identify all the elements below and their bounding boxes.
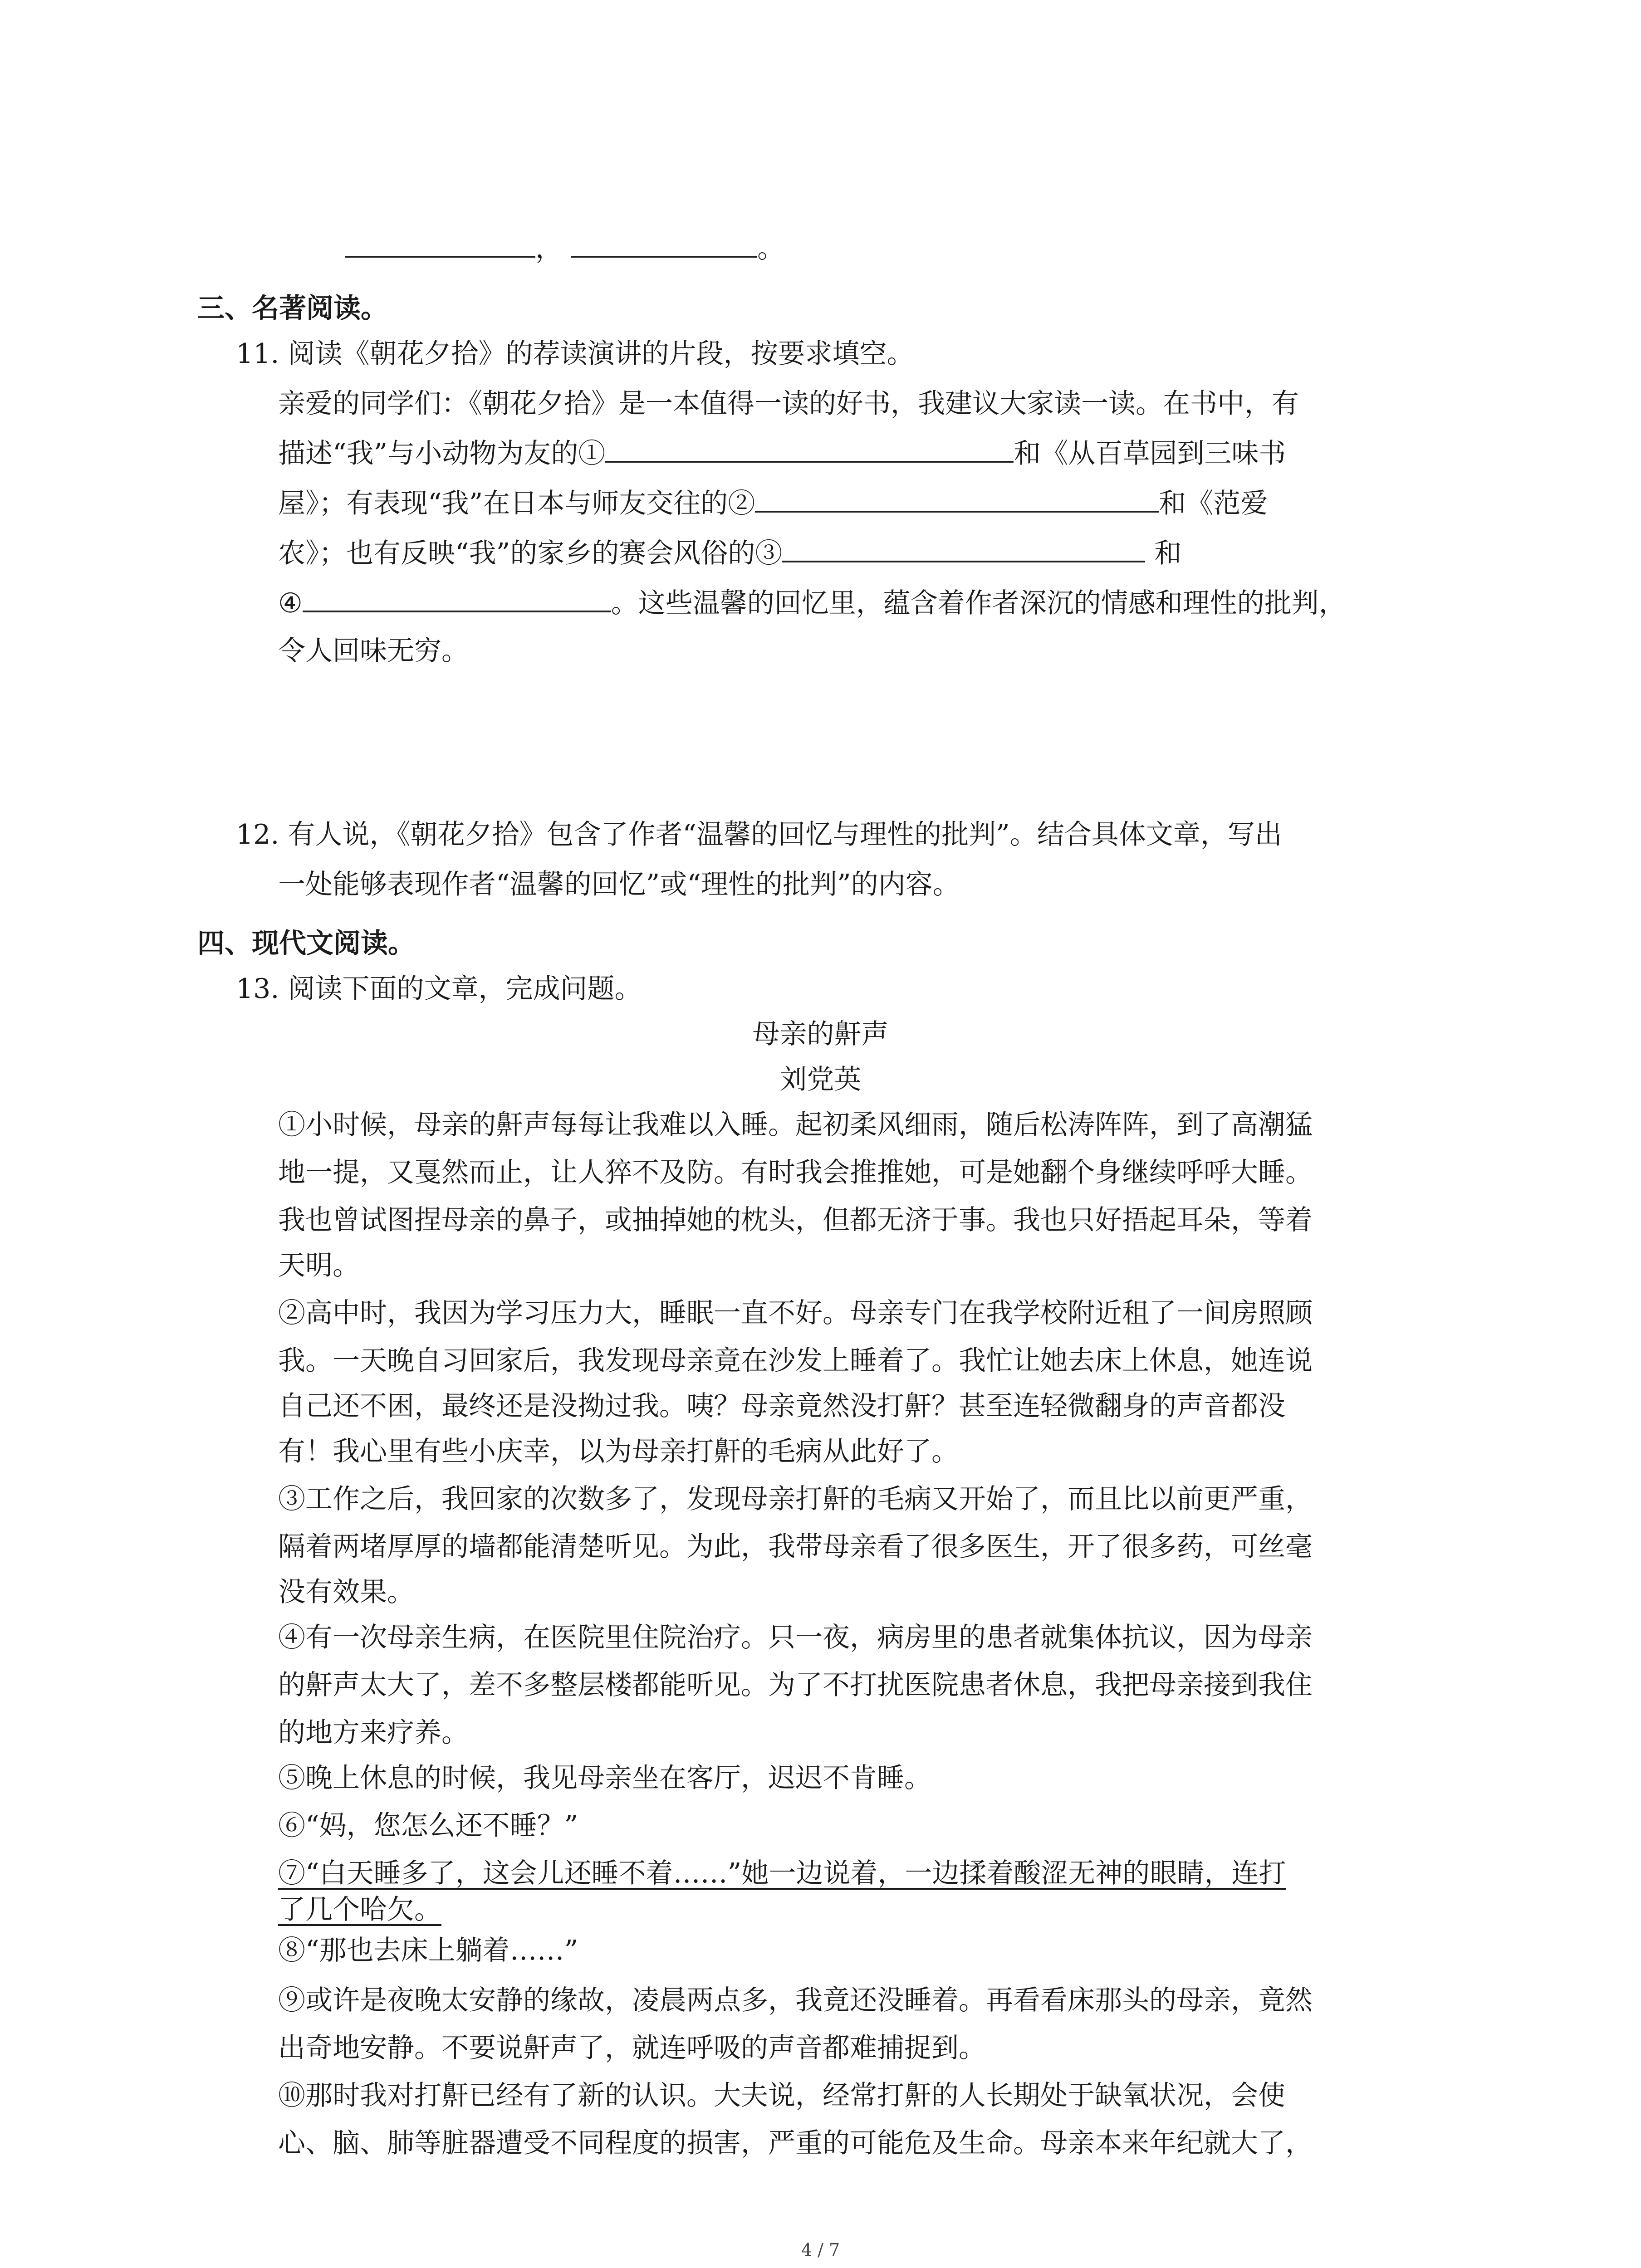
fill-line-prev: ， 。 — [345, 230, 784, 267]
article-title: 母亲的鼾声 — [752, 1018, 889, 1050]
article-line: 天明。 — [278, 1250, 360, 1281]
article-line: ⑨或许是夜晚太安静的缘故，凌晨两点多，我竟还没睡着。再看看床那头的母亲，竟然 — [278, 1984, 1313, 2016]
q11-text-line: 农》；也有反映“我”的家乡的赛会风俗的③ 和 — [278, 535, 1181, 572]
article-line: 心、脑、肺等脏器遭受不同程度的损害，严重的可能危及生命。母亲本来年纪就大了， — [278, 2127, 1313, 2159]
q11-text-line: ④ 。这些温馨的回忆里，蕴含着作者深沉的情感和理性的批判， — [278, 585, 1346, 621]
article-line: ⑥“妈，您怎么还不睡？” — [278, 1810, 578, 1842]
article-line: 出奇地安静。不要说鼾声了，就连呼吸的声音都难捕捉到。 — [278, 2032, 986, 2064]
q11-text-line: 屋》；有表现“我”在日本与师友交往的② 和《范爱 — [278, 485, 1268, 522]
q11-text-line: 令人回味无穷。 — [278, 635, 469, 667]
article-line: ④有一次母亲生病，在医院里住院治疗。只一夜，病房里的患者就集体抗议，因为母亲 — [278, 1622, 1313, 1653]
q11-text-line: 描述“我”与小动物为友的① 和《从百草园到三味书 — [278, 435, 1286, 472]
article-line: 的鼾声太大了，差不多整层楼都能听见。为了不打扰医院患者休息，我把母亲接到我住 — [278, 1669, 1313, 1701]
question-12-prompt-cont: 一处能够表现作者“温馨的回忆”或“理性的批判”的内容。 — [278, 869, 960, 900]
section-heading-4: 四、现代文阅读。 — [197, 928, 415, 959]
answer-blank-4[interactable] — [303, 585, 611, 612]
article-line: 隔着两堵厚厚的墙都能清楚听见。为此，我带母亲看了很多医生，开了很多药，可丝毫 — [278, 1531, 1313, 1563]
q11-text-line: 亲爱的同学们：《朝花夕拾》是一本值得一读的好书，我建议大家读一读。在书中，有 — [278, 388, 1299, 420]
article-line: ②高中时，我因为学习压力大，睡眠一直不好。母亲专门在我学校附近租了一间房照顾 — [278, 1297, 1313, 1329]
article-line: 自己还不困，最终还是没拗过我。咦？母亲竟然没打鼾？甚至连轻微翻身的声音都没 — [278, 1390, 1285, 1422]
question-12-prompt: 12. 有人说，《朝花夕拾》包含了作者“温馨的回忆与理性的批判”。结合具体文章，写出 — [236, 819, 1282, 850]
question-13-prompt: 13. 阅读下面的文章，完成问题。 — [236, 973, 642, 1005]
page-number: 4 / 7 — [801, 2240, 840, 2260]
underlined-sentence: ⑦“白天睡多了，这会儿还睡不着……”她一边说着，一边揉着酸涩无神的眼睛，连打 — [278, 1857, 1286, 1889]
answer-blank[interactable] — [345, 230, 535, 258]
article-line: ⑩那时我对打鼾已经有了新的认识。大夫说，经常打鼾的人长期处于缺氧状况，会使 — [278, 2080, 1285, 2112]
answer-blank-2[interactable] — [755, 485, 1159, 513]
article-line: ①小时候，母亲的鼾声每每让我难以入睡。起初柔风细雨，随后松涛阵阵，到了高潮猛 — [278, 1109, 1313, 1141]
underlined-sentence: 了几个哈欠。 — [278, 1894, 441, 1926]
answer-blank[interactable] — [571, 230, 757, 258]
article-line: 有！我心里有些小庆幸，以为母亲打鼾的毛病从此好了。 — [278, 1436, 959, 1467]
article-line: 没有效果。 — [278, 1576, 414, 1608]
article-line: 我。一天晚自习回家后，我发现母亲竟在沙发上睡着了。我忙让她去床上休息，她连说 — [278, 1345, 1313, 1377]
answer-blank-1[interactable] — [605, 435, 1014, 463]
article-line: ⑤晚上休息的时候，我见母亲坐在客厅，迟迟不肯睡。 — [278, 1762, 931, 1794]
article-line: 我也曾试图捏母亲的鼻子，或抽掉她的枕头，但都无济于事。我也只好捂起耳朵，等着 — [278, 1204, 1313, 1236]
article-line: 的地方来疗养。 — [278, 1717, 469, 1749]
article-author: 刘党英 — [779, 1064, 862, 1095]
article-line: 地一提，又戛然而止，让人猝不及防。有时我会推推她，可是她翻个身继续呼呼大睡。 — [278, 1157, 1313, 1188]
question-11-prompt: 11. 阅读《朝花夕拾》的荐读演讲的片段，按要求填空。 — [236, 338, 914, 370]
article-line: ⑧“那也去床上躺着……” — [278, 1935, 578, 1966]
section-heading-3: 三、名著阅读。 — [197, 293, 388, 324]
article-line: ③工作之后，我回家的次数多了，发现母亲打鼾的毛病又开始了，而且比以前更严重， — [278, 1483, 1313, 1515]
answer-blank-3[interactable] — [782, 535, 1145, 562]
